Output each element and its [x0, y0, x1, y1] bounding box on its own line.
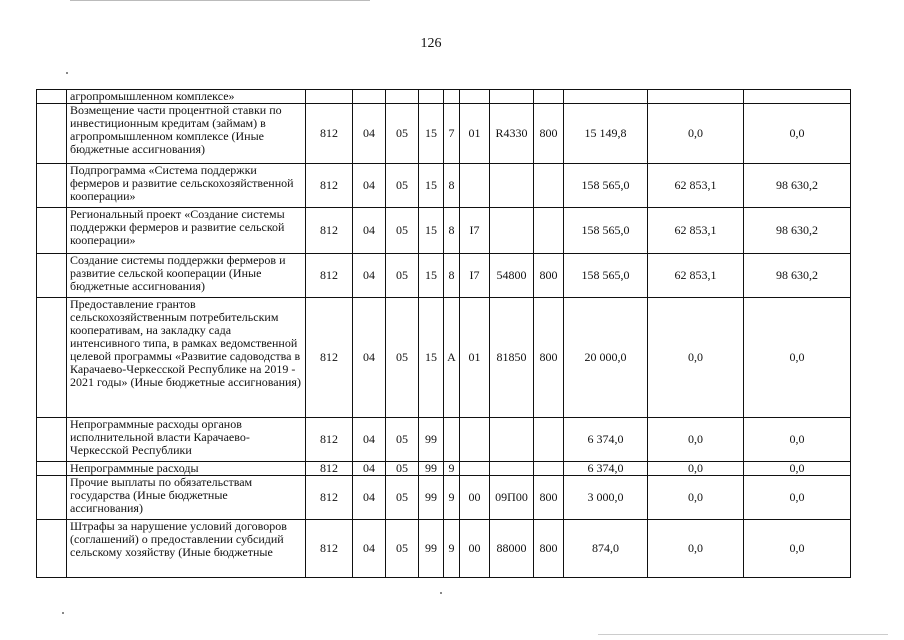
- cell-pr: 05: [386, 520, 419, 578]
- cell-pr: 05: [386, 104, 419, 164]
- cell-pr: 05: [386, 476, 419, 520]
- cell-y3: 98 630,2: [744, 254, 851, 298]
- table-row: [37, 418, 851, 462]
- cell-y1: [564, 90, 648, 104]
- cell-y2: 0,0: [648, 418, 744, 462]
- cell-p1: [419, 90, 444, 104]
- cell-vr: [534, 90, 564, 104]
- cell-pr: 05: [386, 298, 419, 418]
- cell-y1: 15 149,8: [564, 104, 648, 164]
- table-row: [37, 164, 851, 208]
- row-index-cell: [37, 254, 67, 298]
- cell-y1: 20 000,0: [564, 298, 648, 418]
- cell-p3: 01: [460, 298, 490, 418]
- row-name-cell: агропромышленном комплексе»: [67, 90, 306, 104]
- row-index-cell: [37, 418, 67, 462]
- cell-p2: 7: [444, 104, 460, 164]
- cell-y1: 3 000,0: [564, 476, 648, 520]
- cell-y1: 158 565,0: [564, 164, 648, 208]
- cell-y3: 0,0: [744, 476, 851, 520]
- cell-p2: 8: [444, 164, 460, 208]
- scan-artifact-bottom: [598, 634, 888, 636]
- row-name-cell: Прочие выплаты по обязательствам государства (Иные бюджетные ассигнования): [67, 476, 306, 520]
- cell-y2: 62 853,1: [648, 164, 744, 208]
- cell-p3: [460, 90, 490, 104]
- cell-y1: 6 374,0: [564, 462, 648, 476]
- cell-vr: [534, 462, 564, 476]
- cell-p3: [460, 418, 490, 462]
- table-row: [37, 520, 851, 578]
- cell-rz: [353, 90, 386, 104]
- cell-vr: 800: [534, 254, 564, 298]
- cell-y3: 0,0: [744, 298, 851, 418]
- table-row: [37, 104, 851, 164]
- cell-p1: 15: [419, 208, 444, 254]
- cell-y1: 6 374,0: [564, 418, 648, 462]
- cell-y2: 0,0: [648, 520, 744, 578]
- cell-rz: 04: [353, 298, 386, 418]
- row-index-cell: [37, 104, 67, 164]
- cell-pr: [386, 90, 419, 104]
- cell-p3: I7: [460, 254, 490, 298]
- cell-pr: 05: [386, 164, 419, 208]
- cell-y3: 98 630,2: [744, 164, 851, 208]
- cell-y2: 62 853,1: [648, 208, 744, 254]
- cell-y3: 0,0: [744, 520, 851, 578]
- row-index-cell: [37, 90, 67, 104]
- cell-pr: 05: [386, 462, 419, 476]
- cell-p4: 54800: [490, 254, 534, 298]
- cell-p1: 15: [419, 254, 444, 298]
- cell-vr: 800: [534, 298, 564, 418]
- cell-pr: 05: [386, 208, 419, 254]
- row-name-cell: Создание системы поддержки фермеров и развитие сельской кооперации (Иные бюджетные ассигнования): [67, 254, 306, 298]
- cell-y3: 98 630,2: [744, 208, 851, 254]
- row-name-cell: Штрафы за нарушение условий договоров (соглашений) о предоставлении субсидий сельскому хозяйству (Иные бюджетные: [67, 520, 306, 578]
- cell-rz: 04: [353, 254, 386, 298]
- row-name-cell: Региональный проект «Создание системы поддержки фермеров и развитие сельской кооперации»: [67, 208, 306, 254]
- cell-y3: 0,0: [744, 104, 851, 164]
- cell-p3: 00: [460, 520, 490, 578]
- cell-y2: 0,0: [648, 476, 744, 520]
- cell-p4: [490, 418, 534, 462]
- page-number: 126: [420, 36, 442, 51]
- row-name-cell: Предоставление грантов сельскохозяйственным потребительским кооперативам, на закладку сада интенсивного типа, в рамках ведомственной целевой программы «Развитие садоводства в Карачаево-Черкесской Республике на 2019 - 2021 годы» (Иные бюджетные ассигнования): [67, 298, 306, 418]
- cell-y3: [744, 90, 851, 104]
- row-index-cell: [37, 520, 67, 578]
- cell-vr: [534, 208, 564, 254]
- cell-y2: [648, 90, 744, 104]
- cell-y1: 874,0: [564, 520, 648, 578]
- cell-p4: [490, 462, 534, 476]
- cell-ved: 812: [306, 298, 353, 418]
- cell-p4: 88000: [490, 520, 534, 578]
- cell-p2: 8: [444, 208, 460, 254]
- cell-p2: 9: [444, 476, 460, 520]
- cell-rz: 04: [353, 208, 386, 254]
- table-row: [37, 298, 851, 418]
- cell-p4: R4330: [490, 104, 534, 164]
- cell-p3: 01: [460, 104, 490, 164]
- cell-p1: 99: [419, 462, 444, 476]
- cell-p2: 9: [444, 520, 460, 578]
- cell-y2: 62 853,1: [648, 254, 744, 298]
- row-index-cell: [37, 298, 67, 418]
- cell-rz: 04: [353, 462, 386, 476]
- row-index-cell: [37, 208, 67, 254]
- cell-p2: [444, 418, 460, 462]
- cell-p2: А: [444, 298, 460, 418]
- cell-p1: 99: [419, 418, 444, 462]
- cell-p4: [490, 208, 534, 254]
- row-name-cell: Непрограммные расходы: [67, 462, 306, 476]
- cell-p3: [460, 462, 490, 476]
- row-name-cell: Непрограммные расходы органов исполнительной власти Карачаево-Черкесской Республики: [67, 418, 306, 462]
- row-index-cell: [37, 476, 67, 520]
- cell-rz: 04: [353, 418, 386, 462]
- table-row: [37, 90, 851, 104]
- row-index-cell: [37, 164, 67, 208]
- scan-artifact-top: [70, 0, 370, 2]
- cell-y3: 0,0: [744, 418, 851, 462]
- cell-y2: 0,0: [648, 104, 744, 164]
- scan-dot: [62, 612, 64, 614]
- cell-p1: 15: [419, 164, 444, 208]
- cell-vr: [534, 164, 564, 208]
- cell-p3: I7: [460, 208, 490, 254]
- cell-vr: [534, 418, 564, 462]
- cell-pr: 05: [386, 254, 419, 298]
- cell-p2: [444, 90, 460, 104]
- cell-ved: [306, 90, 353, 104]
- cell-p4: 09П00: [490, 476, 534, 520]
- row-index-cell: [37, 462, 67, 476]
- table-row: [37, 462, 851, 476]
- cell-vr: 800: [534, 520, 564, 578]
- cell-p3: [460, 164, 490, 208]
- table-row: [37, 254, 851, 298]
- table-row: [37, 208, 851, 254]
- scan-dot: [66, 72, 68, 74]
- cell-p4: 81850: [490, 298, 534, 418]
- cell-p2: 9: [444, 462, 460, 476]
- cell-p1: 15: [419, 104, 444, 164]
- cell-ved: 812: [306, 520, 353, 578]
- cell-rz: 04: [353, 164, 386, 208]
- cell-ved: 812: [306, 418, 353, 462]
- cell-ved: 812: [306, 254, 353, 298]
- cell-pr: 05: [386, 418, 419, 462]
- cell-p4: [490, 90, 534, 104]
- scan-dot: [440, 592, 442, 594]
- cell-vr: 800: [534, 104, 564, 164]
- row-name-cell: Подпрограмма «Система поддержки фермеров и развитие сельскохозяйственной кооперации»: [67, 164, 306, 208]
- cell-ved: 812: [306, 164, 353, 208]
- cell-y1: 158 565,0: [564, 208, 648, 254]
- cell-p1: 99: [419, 520, 444, 578]
- row-name-cell: Возмещение части процентной ставки по инвестиционным кредитам (займам) в агропромышленном комплексе (Иные бюджетные ассигнования): [67, 104, 306, 164]
- cell-ved: 812: [306, 104, 353, 164]
- cell-ved: 812: [306, 208, 353, 254]
- cell-y3: 0,0: [744, 462, 851, 476]
- cell-p3: 00: [460, 476, 490, 520]
- cell-ved: 812: [306, 476, 353, 520]
- cell-rz: 04: [353, 476, 386, 520]
- cell-vr: 800: [534, 476, 564, 520]
- cell-y1: 158 565,0: [564, 254, 648, 298]
- cell-p4: [490, 164, 534, 208]
- cell-rz: 04: [353, 104, 386, 164]
- cell-p1: 15: [419, 298, 444, 418]
- budget-table: [36, 89, 851, 578]
- cell-y2: 0,0: [648, 462, 744, 476]
- cell-p2: 8: [444, 254, 460, 298]
- table-row: [37, 476, 851, 520]
- cell-p1: 99: [419, 476, 444, 520]
- cell-y2: 0,0: [648, 298, 744, 418]
- cell-rz: 04: [353, 520, 386, 578]
- cell-ved: 812: [306, 462, 353, 476]
